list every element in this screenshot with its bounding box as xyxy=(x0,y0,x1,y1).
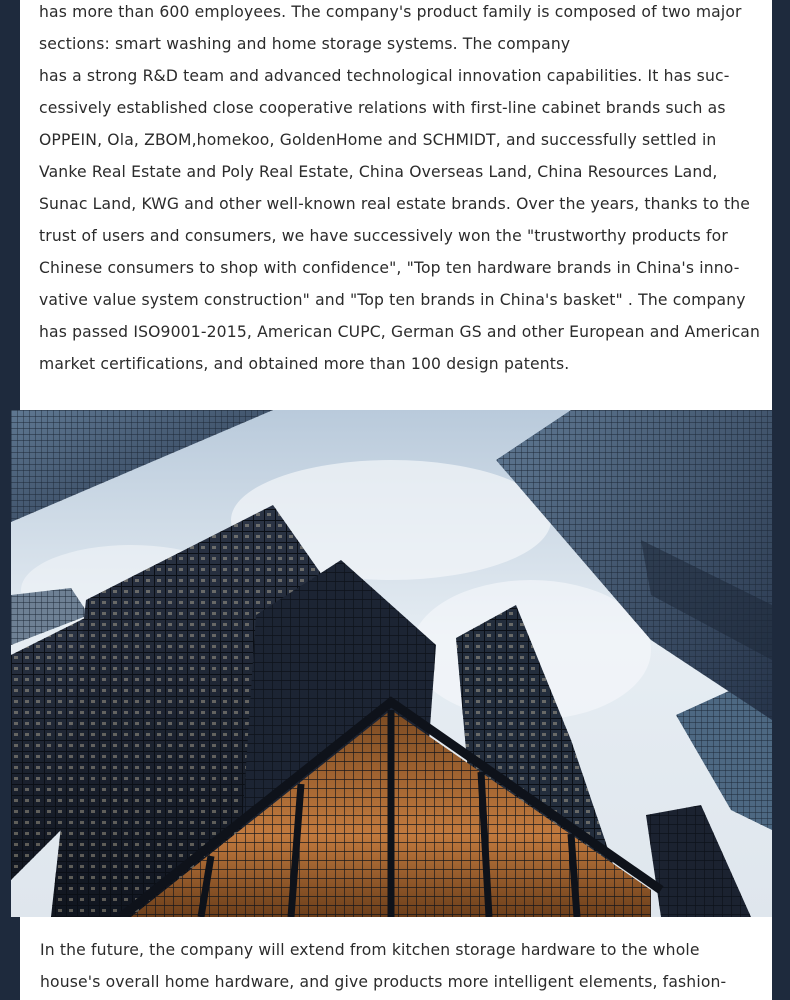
intro-line: has passed ISO9001-2015, American CUPC, German GS and other European and American xyxy=(39,323,761,341)
intro-line: sections: smart washing and home storage systems. The company xyxy=(39,35,571,53)
intro-line: Vanke Real Estate and Poly Real Estate, China Overseas Land, China Resources Land, xyxy=(39,163,718,181)
future-paragraph xyxy=(40,934,726,998)
future-line: In the future, the company will extend from kitchen storage hardware to the whole xyxy=(40,941,700,959)
intro-line: OPPEIN, Ola, ZBOM,homekoo, GoldenHome and SCHMIDT, and successfully settled in xyxy=(39,131,717,149)
intro-line: Sunac Land, KWG and other well-known real estate brands. Over the years, thanks to the xyxy=(39,195,751,213)
future-line: house's overall home hardware, and give products more intelligent elements, fashion- xyxy=(40,973,727,991)
skyscrapers-illustration xyxy=(11,410,772,917)
intro-card xyxy=(20,0,772,410)
intro-line: has more than 600 employees. The company's product family is composed of two major xyxy=(39,3,742,21)
intro-line: vative value system construction" and "Top ten brands in China's basket" . The company xyxy=(39,291,746,309)
intro-line: trust of users and consumers, we have successively won the "trustworthy products for xyxy=(39,227,728,245)
intro-line: cessively established close cooperative relations with first-line cabinet brands such as xyxy=(39,99,726,117)
intro-line: Chinese consumers to shop with confidence", "Top ten hardware brands in China's inno- xyxy=(39,259,740,277)
intro-line: market certifications, and obtained more than 100 design patents. xyxy=(39,355,570,373)
intro-paragraph xyxy=(39,0,760,380)
intro-line: has a strong R&D team and advanced technological innovation capabilities. It has suc- xyxy=(39,67,730,85)
skyscrapers-photo xyxy=(11,410,772,917)
future-card xyxy=(20,917,772,1000)
